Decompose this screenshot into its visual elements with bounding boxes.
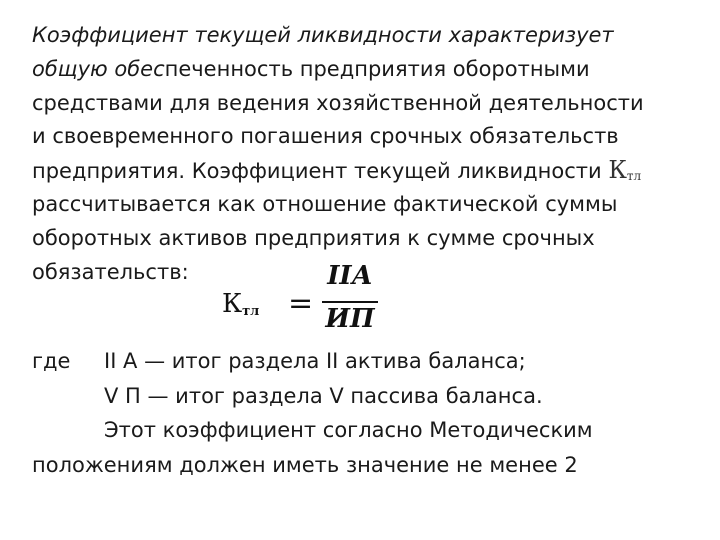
where-row xyxy=(32,413,692,448)
note-line-2: положениям должен иметь значение не менее 2 xyxy=(32,452,578,477)
ktl-inline-symbol xyxy=(608,156,641,184)
formula-lhs-letter: К xyxy=(222,289,243,319)
note-line-1: Этот коэффициент согласно Методическим xyxy=(104,418,593,442)
formula-lhs-subscript: тл xyxy=(242,304,260,319)
ktl-subscript: тл xyxy=(626,169,642,184)
where-row xyxy=(32,448,692,483)
ktl-formula xyxy=(222,262,382,342)
where-row xyxy=(32,379,692,414)
where-row xyxy=(32,344,692,379)
definition-5p: V П — итог раздела V пассива баланса. xyxy=(104,383,543,408)
where-block xyxy=(32,344,692,482)
where-label: где xyxy=(32,349,71,373)
fraction-bar xyxy=(322,301,378,303)
formula-equals: = xyxy=(288,286,314,321)
paragraph-line: средствами для ведения хозяйственной деятельности xyxy=(32,90,644,115)
definition-paragraph xyxy=(32,19,692,289)
paragraph-line xyxy=(32,53,692,87)
formula-denominator: ИП xyxy=(325,304,375,334)
line-rest: печенность предприятия оборотными xyxy=(164,56,590,81)
paragraph-line: рассчитывается как отношение фактической суммы xyxy=(32,191,618,216)
paragraph-line: Коэффициент текущей ликвидности характеризует xyxy=(32,23,614,47)
italic-fragment: общую обес xyxy=(32,56,165,81)
paragraph-line: обязательств: xyxy=(32,259,189,284)
paragraph-line: оборотных активов предприятия к сумме срочных xyxy=(32,225,595,250)
formula-numerator: IIА xyxy=(327,261,373,291)
formula-lhs xyxy=(222,289,259,319)
paragraph-line: и своевременного погашения срочных обязательств xyxy=(32,124,619,149)
line-text: предприятия. Коэффициент текущей ликвидности xyxy=(32,159,609,184)
paragraph-line xyxy=(32,154,692,188)
ktl-letter: К xyxy=(608,156,627,185)
definition-2a: II А — итог раздела II актива баланса; xyxy=(104,349,526,373)
